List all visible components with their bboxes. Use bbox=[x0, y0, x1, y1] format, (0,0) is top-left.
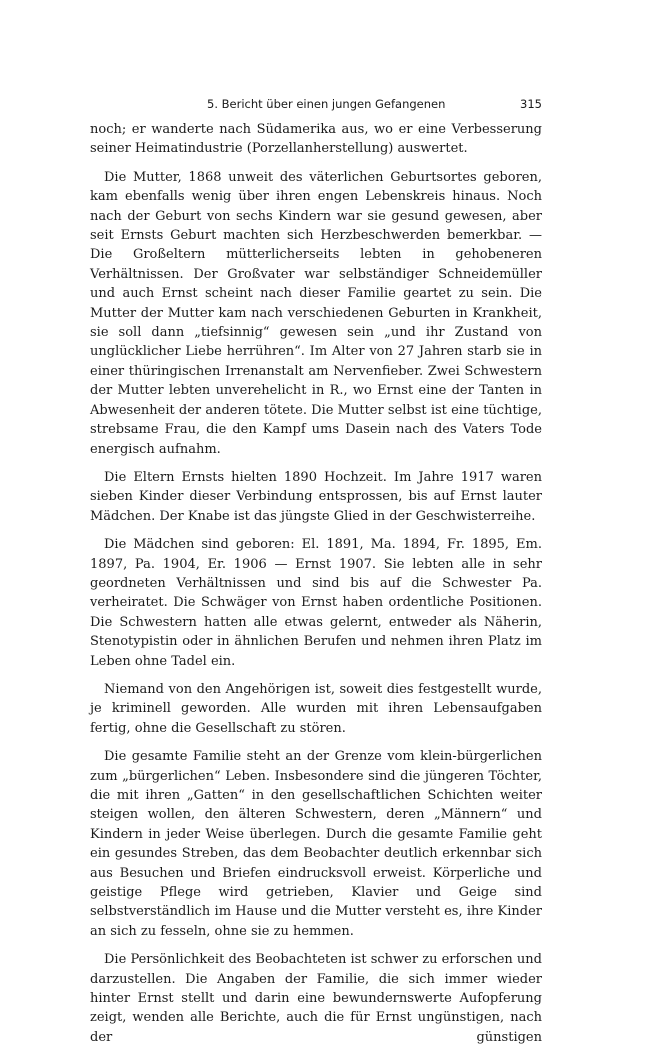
page-number: 315 bbox=[520, 97, 542, 111]
running-header bbox=[90, 94, 542, 114]
running-title: 5. Bericht über einen jungen Gefangenen bbox=[207, 97, 446, 111]
paragraph: Die gesamte Familie steht an der Grenze vom klein-bürgerlichen zum „bürgerlichen“ Leben. Insbesondere sind die jüngeren Töchter, die mit ihren „Gatten“ in den gesellschaftlichen Schichten weiter steigen wollen, den älteren Schwestern, deren „Männern“ und Kindern in jeder Weise überlegen. Durch die gesamte Familie geht ein gesundes Streben, das dem Beobachter deutlich erkennbar sich aus Besuchen und Briefen eindrucksvoll erweist. Körperliche und geistige Pflege wird getrieben, Klavier und Geige sind selbstverständlich im Hause und die Mutter versteht es, ihre Kinder an sich zu fesseln, ohne sie zu hemmen. bbox=[90, 749, 542, 939]
paragraph: Die Persönlichkeit des Beobachteten ist schwer zu erforschen und darzustellen. Die Angaben der Familie, die sich immer wieder hinter Ernst stellt und darin eine bewundernswerte Aufopferung zeigt, wenden alle Berichte, auch die für Ernst ungünstigen, nach der günstigen bbox=[90, 952, 542, 1045]
body-text bbox=[90, 120, 542, 1047]
paragraph: Niemand von den Angehörigen ist, soweit dies festgestellt wurde, je kriminell geworden. Alle wurden mit ihren Lebensaufgaben fertig, ohne die Gesellschaft zu stören. bbox=[90, 681, 542, 736]
paragraph: noch; er wanderte nach Südamerika aus, wo er eine Verbesserung seiner Heimatindustrie (Porzellanherstellung) auswertet. bbox=[90, 122, 542, 157]
book-page bbox=[90, 94, 542, 1047]
paragraph: Die Mutter, 1868 unweit des väterlichen Geburtsortes geboren, kam ebenfalls wenig über ihren engen Lebenskreis hinaus. Noch nach der Geburt von sechs Kindern war sie gesund gewesen, aber seit Ernsts Geburt machten sich Herzbeschwerden bemerkbar. — Die Großeltern mütterlicherseits lebten in gehobeneren Verhältnissen. Der Großvater war selbständiger Schneidemüller und auch Ernst scheint nach dieser Familie geartet zu sein. Die Mutter der Mutter kam nach verschiedenen Geburten in Krankheit, sie soll dann „tiefsinnig“ gewesen sein „und ihr Zustand von unglücklicher Liebe herrühren“. Im Alter von 27 Jahren starb sie in einer thüringischen Irrenanstalt am Nervenfieber. Zwei Schwestern der Mutter lebten unverehelicht in R., wo Ernst eine der Tanten in Abwesenheit der anderen tötete. Die Mutter selbst ist eine tüchtige, strebsame Frau, die den Kampf ums Dasein nach des Vaters Tode energisch aufnahm. bbox=[90, 169, 542, 457]
paragraph: Die Eltern Ernsts hielten 1890 Hochzeit. Im Jahre 1917 waren sieben Kinder dieser Verbindung entsprossen, bis auf Ernst lauter Mädchen. Der Knabe ist das jüngste Glied in der Geschwisterreihe. bbox=[90, 469, 542, 524]
paragraph: Die Mädchen sind geboren: El. 1891, Ma. 1894, Fr. 1895, Em. 1897, Pa. 1904, Er. 1906 — Ernst 1907. Sie lebten alle in sehr geordneten Verhältnissen und sind bis auf die Schwester Pa. verheiratet. Die Schwäger von Ernst haben ordentliche Positionen. Die Schwestern hatten alle etwas gelernt, entweder als Näherin, Stenotypistin oder in ähnlichen Berufen und nehmen ihren Platz im Leben ohne Tadel ein. bbox=[90, 537, 542, 669]
